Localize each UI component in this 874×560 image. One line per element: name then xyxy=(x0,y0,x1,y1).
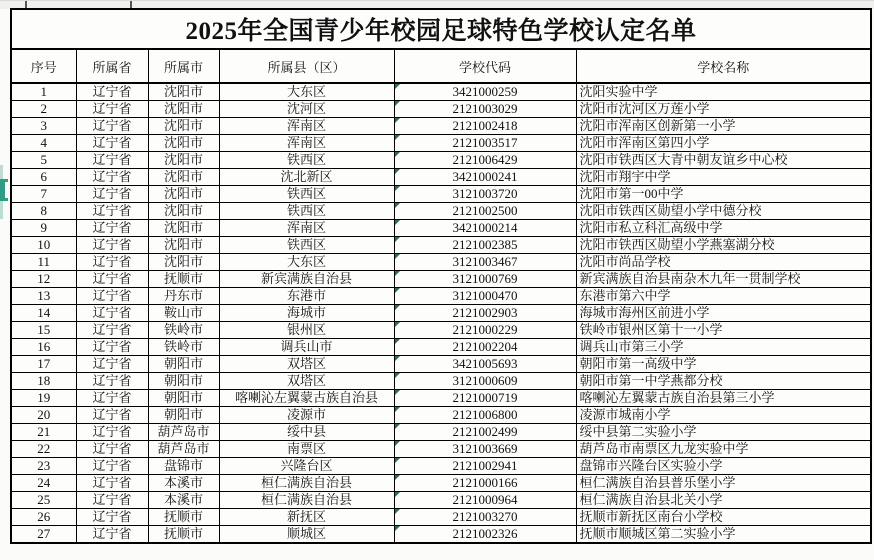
table-row xyxy=(11,101,871,118)
cell-province[interactable]: 辽宁省 xyxy=(76,526,148,544)
cell-county[interactable]: 大东区 xyxy=(219,254,394,271)
cell-city[interactable]: 丹东市 xyxy=(148,288,219,305)
cell-city[interactable]: 朝阳市 xyxy=(148,407,219,424)
cell-county[interactable]: 铁西区 xyxy=(219,152,394,169)
cell-county[interactable]: 大东区 xyxy=(219,83,394,101)
cell-province[interactable]: 辽宁省 xyxy=(76,458,148,475)
table-row xyxy=(11,373,871,390)
cell-city[interactable]: 盘锦市 xyxy=(148,458,219,475)
cell-name[interactable]: 东港市第六中学 xyxy=(576,288,871,305)
cell-code[interactable]: 3121000470 xyxy=(394,288,576,305)
cell-city[interactable]: 朝阳市 xyxy=(148,390,219,407)
cell-code[interactable]: 3421000259 xyxy=(394,83,576,101)
cell-city[interactable]: 铁岭市 xyxy=(148,339,219,356)
table-row xyxy=(11,475,871,492)
table-row xyxy=(11,458,871,475)
cell-name[interactable]: 喀喇沁左翼蒙古族自治县第三小学 xyxy=(576,390,871,407)
cell-index[interactable]: 25 xyxy=(11,492,76,509)
cell-county[interactable]: 南票区 xyxy=(219,441,394,458)
cell-index[interactable]: 27 xyxy=(11,526,76,544)
table-row xyxy=(11,509,871,526)
cell-index[interactable]: 19 xyxy=(11,390,76,407)
cell-county[interactable]: 桓仁满族自治县 xyxy=(219,475,394,492)
cell-index[interactable]: 8 xyxy=(11,203,76,220)
table-row xyxy=(11,135,871,152)
cell-code[interactable]: 2121002941 xyxy=(394,458,576,475)
selection-indicator-nub xyxy=(5,179,8,182)
cell-name[interactable]: 新宾满族自治县南杂木九年一贯制学校 xyxy=(576,271,871,288)
cell-code[interactable]: 2121003270 xyxy=(394,509,576,526)
cell-province[interactable]: 辽宁省 xyxy=(76,339,148,356)
cell-county[interactable]: 顺城区 xyxy=(219,526,394,544)
cell-province[interactable]: 辽宁省 xyxy=(76,356,148,373)
table-row xyxy=(11,237,871,254)
cell-county[interactable]: 浑南区 xyxy=(219,220,394,237)
cell-county[interactable]: 铁西区 xyxy=(219,203,394,220)
cell-code[interactable]: 3121003669 xyxy=(394,441,576,458)
cell-province[interactable]: 辽宁省 xyxy=(76,305,148,322)
cell-name[interactable]: 沈阳市铁西区勋望小学中德分校 xyxy=(576,203,871,220)
cell-name[interactable]: 葫芦岛市南票区九龙实验中学 xyxy=(576,441,871,458)
cell-name[interactable]: 海城市海州区前进小学 xyxy=(576,305,871,322)
cell-index[interactable]: 16 xyxy=(11,339,76,356)
cell-index[interactable]: 14 xyxy=(11,305,76,322)
cell-code[interactable]: 2121002385 xyxy=(394,237,576,254)
cell-code[interactable]: 2121000964 xyxy=(394,492,576,509)
school-list-table xyxy=(10,8,872,544)
table-row xyxy=(11,186,871,203)
table-row xyxy=(11,492,871,509)
cell-name[interactable]: 铁岭市银州区第十一小学 xyxy=(576,322,871,339)
cell-name[interactable]: 沈阳市沈河区万莲小学 xyxy=(576,101,871,118)
table-row xyxy=(11,526,871,544)
col-header-name[interactable]: 学校名称 xyxy=(576,49,871,83)
cell-province[interactable]: 辽宁省 xyxy=(76,203,148,220)
cell-city[interactable]: 沈阳市 xyxy=(148,169,219,186)
cell-name[interactable]: 朝阳市第一中学燕都分校 xyxy=(576,373,871,390)
cell-index[interactable]: 3 xyxy=(11,118,76,135)
cell-county[interactable]: 桓仁满族自治县 xyxy=(219,492,394,509)
cell-name[interactable]: 沈阳市翔宇中学 xyxy=(576,169,871,186)
cell-index[interactable]: 9 xyxy=(11,220,76,237)
cell-city[interactable]: 抚顺市 xyxy=(148,509,219,526)
cell-province[interactable]: 辽宁省 xyxy=(76,186,148,203)
cell-code[interactable]: 2121000166 xyxy=(394,475,576,492)
table-row xyxy=(11,339,871,356)
cell-province[interactable]: 辽宁省 xyxy=(76,271,148,288)
cell-county[interactable]: 凌源市 xyxy=(219,407,394,424)
cell-code[interactable]: 3121000769 xyxy=(394,271,576,288)
table-row xyxy=(11,83,871,101)
cell-city[interactable]: 本溪市 xyxy=(148,475,219,492)
cell-name[interactable]: 沈阳市铁西区大青中朝友谊乡中心校 xyxy=(576,152,871,169)
cell-city[interactable]: 沈阳市 xyxy=(148,186,219,203)
cell-code[interactable]: 3121003467 xyxy=(394,254,576,271)
cell-name[interactable]: 沈阳实验中学 xyxy=(576,83,871,101)
table-row xyxy=(11,152,871,169)
cell-city[interactable]: 沈阳市 xyxy=(148,203,219,220)
table-row xyxy=(11,118,871,135)
cell-county[interactable]: 沈北新区 xyxy=(219,169,394,186)
cell-province[interactable]: 辽宁省 xyxy=(76,407,148,424)
cell-name[interactable]: 朝阳市第一高级中学 xyxy=(576,356,871,373)
cell-province[interactable]: 辽宁省 xyxy=(76,288,148,305)
table-row xyxy=(11,424,871,441)
cell-county[interactable]: 兴隆台区 xyxy=(219,458,394,475)
table-row xyxy=(11,305,871,322)
cell-city[interactable]: 朝阳市 xyxy=(148,373,219,390)
cell-city[interactable]: 沈阳市 xyxy=(148,237,219,254)
cell-province[interactable]: 辽宁省 xyxy=(76,254,148,271)
cell-province[interactable]: 辽宁省 xyxy=(76,509,148,526)
cell-code[interactable]: 2121002499 xyxy=(394,424,576,441)
cell-city[interactable]: 朝阳市 xyxy=(148,356,219,373)
cell-index[interactable]: 18 xyxy=(11,373,76,390)
cell-province[interactable]: 辽宁省 xyxy=(76,83,148,101)
cell-county[interactable]: 浑南区 xyxy=(219,118,394,135)
title-row xyxy=(11,9,871,49)
cell-province[interactable]: 辽宁省 xyxy=(76,322,148,339)
cell-city[interactable]: 沈阳市 xyxy=(148,83,219,101)
cell-index[interactable]: 20 xyxy=(11,407,76,424)
table-row xyxy=(11,271,871,288)
cell-code[interactable]: 2121002903 xyxy=(394,305,576,322)
cell-code[interactable]: 2121003029 xyxy=(394,101,576,118)
col-header-county[interactable]: 所属县（区） xyxy=(219,49,394,83)
cell-code[interactable]: 2121002418 xyxy=(394,118,576,135)
cell-index[interactable]: 12 xyxy=(11,271,76,288)
cell-city[interactable]: 葫芦岛市 xyxy=(148,441,219,458)
page-title[interactable]: 2025年全国青少年校园足球特色学校认定名单 xyxy=(11,9,871,49)
cell-county[interactable]: 双塔区 xyxy=(219,356,394,373)
table-row xyxy=(11,169,871,186)
cell-name[interactable]: 绥中县第二实验小学 xyxy=(576,424,871,441)
cell-index[interactable]: 17 xyxy=(11,356,76,373)
cell-code[interactable]: 2121000229 xyxy=(394,322,576,339)
cell-county[interactable]: 浑南区 xyxy=(219,135,394,152)
cell-county[interactable]: 东港市 xyxy=(219,288,394,305)
cell-county[interactable]: 银州区 xyxy=(219,322,394,339)
cell-name[interactable]: 盘锦市兴隆台区实验小学 xyxy=(576,458,871,475)
cell-name[interactable]: 调兵山市第三小学 xyxy=(576,339,871,356)
table-row xyxy=(11,288,871,305)
cell-code[interactable]: 3421000241 xyxy=(394,169,576,186)
cell-county[interactable]: 调兵山市 xyxy=(219,339,394,356)
cell-province[interactable]: 辽宁省 xyxy=(76,475,148,492)
cell-city[interactable]: 沈阳市 xyxy=(148,135,219,152)
table-row xyxy=(11,407,871,424)
cell-index[interactable]: 4 xyxy=(11,135,76,152)
cell-code[interactable]: 2121006429 xyxy=(394,152,576,169)
cell-city[interactable]: 本溪市 xyxy=(148,492,219,509)
cell-county[interactable]: 新宾满族自治县 xyxy=(219,271,394,288)
cell-county[interactable]: 喀喇沁左翼蒙古族自治县 xyxy=(219,390,394,407)
cell-name[interactable]: 沈阳市浑南区创新第一小学 xyxy=(576,118,871,135)
table-body xyxy=(11,83,871,543)
table-row xyxy=(11,220,871,237)
cell-name[interactable]: 沈阳市第一00中学 xyxy=(576,186,871,203)
cell-index[interactable]: 23 xyxy=(11,458,76,475)
cell-province[interactable]: 辽宁省 xyxy=(76,118,148,135)
col-header-code[interactable]: 学校代码 xyxy=(394,49,576,83)
table-row xyxy=(11,441,871,458)
cell-code[interactable]: 3121000609 xyxy=(394,373,576,390)
cell-index[interactable]: 2 xyxy=(11,101,76,118)
cell-city[interactable]: 沈阳市 xyxy=(148,254,219,271)
cell-city[interactable]: 沈阳市 xyxy=(148,220,219,237)
cell-county[interactable]: 沈河区 xyxy=(219,101,394,118)
cell-province[interactable]: 辽宁省 xyxy=(76,152,148,169)
cell-name[interactable]: 桓仁满族自治县北关小学 xyxy=(576,492,871,509)
col-header-province[interactable]: 所属省 xyxy=(76,49,148,83)
cell-city[interactable]: 鞍山市 xyxy=(148,305,219,322)
cell-county[interactable]: 新抚区 xyxy=(219,509,394,526)
table-row xyxy=(11,356,871,373)
cell-code[interactable]: 2121002500 xyxy=(394,203,576,220)
cell-code[interactable]: 2121003517 xyxy=(394,135,576,152)
table-row xyxy=(11,254,871,271)
cell-name[interactable]: 抚顺市顺城区第二实验小学 xyxy=(576,526,871,544)
cell-index[interactable]: 6 xyxy=(11,169,76,186)
cell-index[interactable]: 21 xyxy=(11,424,76,441)
cell-index[interactable]: 22 xyxy=(11,441,76,458)
cell-index[interactable]: 26 xyxy=(11,509,76,526)
cell-index[interactable]: 5 xyxy=(11,152,76,169)
cell-index[interactable]: 11 xyxy=(11,254,76,271)
cell-code[interactable]: 2121002326 xyxy=(394,526,576,544)
col-header-city[interactable]: 所属市 xyxy=(148,49,219,83)
cell-province[interactable]: 辽宁省 xyxy=(76,492,148,509)
cell-name[interactable]: 沈阳市尚品学校 xyxy=(576,254,871,271)
cell-code[interactable]: 2121002204 xyxy=(394,339,576,356)
cell-code[interactable]: 3421000214 xyxy=(394,220,576,237)
table-row xyxy=(11,203,871,220)
cell-province[interactable]: 辽宁省 xyxy=(76,169,148,186)
cell-index[interactable]: 24 xyxy=(11,475,76,492)
cell-city[interactable]: 葫芦岛市 xyxy=(148,424,219,441)
cell-name[interactable]: 抚顺市新抚区南台小学校 xyxy=(576,509,871,526)
cell-city[interactable]: 抚顺市 xyxy=(148,526,219,544)
cell-city[interactable]: 沈阳市 xyxy=(148,152,219,169)
cell-city[interactable]: 沈阳市 xyxy=(148,101,219,118)
cell-city[interactable]: 抚顺市 xyxy=(148,271,219,288)
table-row xyxy=(11,322,871,339)
cell-code[interactable]: 3421005693 xyxy=(394,356,576,373)
cell-index[interactable]: 15 xyxy=(11,322,76,339)
cell-province[interactable]: 辽宁省 xyxy=(76,220,148,237)
cell-name[interactable]: 桓仁满族自治县普乐堡小学 xyxy=(576,475,871,492)
header-row xyxy=(11,49,871,83)
cell-province[interactable]: 辽宁省 xyxy=(76,441,148,458)
selection-indicator-nub xyxy=(5,198,8,201)
cell-name[interactable]: 沈阳市浑南区第四小学 xyxy=(576,135,871,152)
cell-county[interactable]: 绥中县 xyxy=(219,424,394,441)
cell-county[interactable]: 双塔区 xyxy=(219,373,394,390)
cell-province[interactable]: 辽宁省 xyxy=(76,135,148,152)
cell-province[interactable]: 辽宁省 xyxy=(76,101,148,118)
cell-county[interactable]: 海城市 xyxy=(219,305,394,322)
cell-code[interactable]: 2121006800 xyxy=(394,407,576,424)
cell-province[interactable]: 辽宁省 xyxy=(76,390,148,407)
cell-county[interactable]: 铁西区 xyxy=(219,186,394,203)
cell-city[interactable]: 沈阳市 xyxy=(148,118,219,135)
cell-code[interactable]: 3121003720 xyxy=(394,186,576,203)
cell-province[interactable]: 辽宁省 xyxy=(76,237,148,254)
cell-index[interactable]: 10 xyxy=(11,237,76,254)
cell-index[interactable]: 13 xyxy=(11,288,76,305)
col-header-index[interactable]: 序号 xyxy=(11,49,76,83)
cell-code[interactable]: 2121000719 xyxy=(394,390,576,407)
cell-county[interactable]: 铁西区 xyxy=(219,237,394,254)
cell-province[interactable]: 辽宁省 xyxy=(76,424,148,441)
cell-city[interactable]: 铁岭市 xyxy=(148,322,219,339)
cell-index[interactable]: 7 xyxy=(11,186,76,203)
table-row xyxy=(11,390,871,407)
cell-index[interactable]: 1 xyxy=(11,83,76,101)
cell-name[interactable]: 沈阳市私立科汇高级中学 xyxy=(576,220,871,237)
cell-province[interactable]: 辽宁省 xyxy=(76,373,148,390)
cell-name[interactable]: 凌源市城南小学 xyxy=(576,407,871,424)
cell-name[interactable]: 沈阳市铁西区勋望小学燕塞湖分校 xyxy=(576,237,871,254)
